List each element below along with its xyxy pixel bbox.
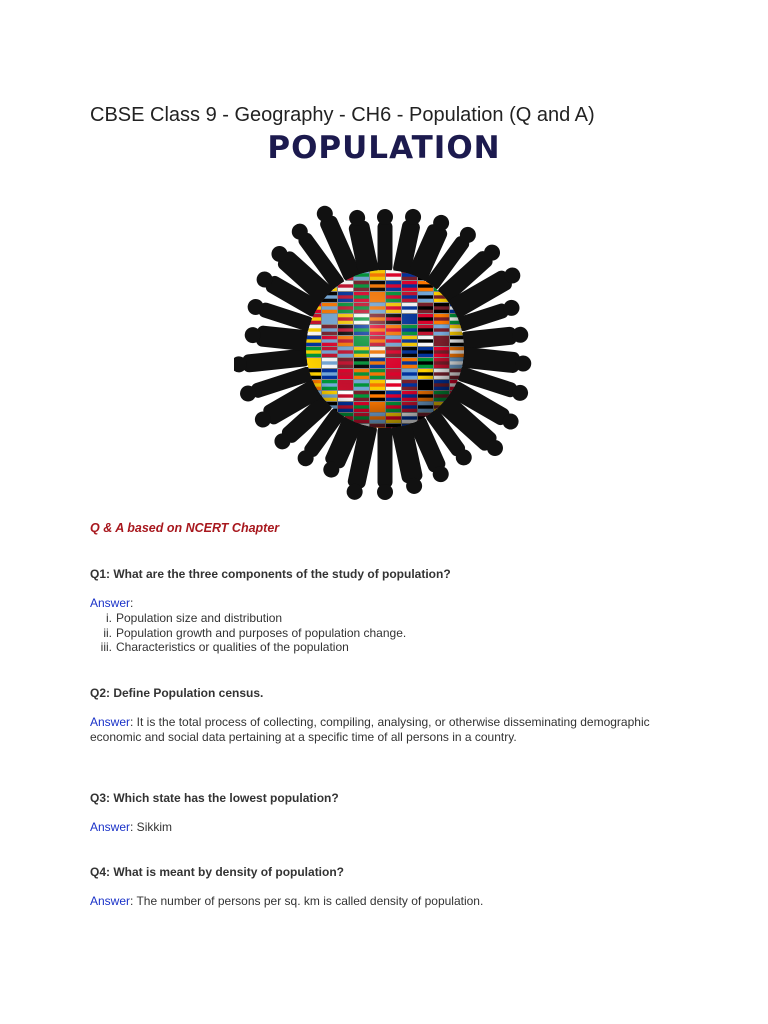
document-title: CBSE Class 9 - Geography - CH6 - Population (Q and A): [90, 104, 595, 126]
answer-text: : It is the total process of collecting, compiling, analysing, or otherwise disseminating demographic economic and social data pertaining at a specific time of all persons in a country.: [90, 715, 650, 744]
list-item: [96, 626, 406, 641]
globe-with-people-silhouettes-icon: [234, 196, 536, 502]
answer-label: Answer: [90, 596, 131, 610]
list-number: i.: [106, 611, 112, 625]
answer-3: [90, 820, 690, 835]
answer-4: [90, 894, 690, 909]
answer-1-list: [96, 611, 406, 655]
page-title: POPULATION: [267, 130, 501, 166]
list-item: [96, 611, 406, 626]
list-text: Population growth and purposes of population change.: [116, 625, 407, 640]
answer-label: Answer: [90, 715, 131, 729]
answer-label: Answer: [90, 820, 131, 834]
answer-2: [90, 715, 690, 745]
person-silhouette: [377, 209, 393, 273]
answer-text: : The number of persons per sq. km is called density of population.: [130, 894, 484, 908]
question-3: Q3: Which state has the lowest population?: [90, 791, 339, 805]
list-text: Population size and distribution: [116, 611, 283, 625]
question-4: Q4: What is meant by density of population?: [90, 865, 345, 879]
list-number: ii.: [103, 625, 112, 640]
list-number: iii.: [100, 640, 112, 655]
question-2: Q2: Define Population census.: [90, 686, 264, 700]
person-silhouette: [377, 425, 393, 500]
section-subheading: Q & A based on NCERT Chapter: [90, 521, 280, 535]
answer-text: : Sikkim: [130, 820, 173, 834]
answer-label: Answer: [90, 894, 131, 908]
answer-1: [90, 596, 690, 611]
question-1: Q1: What are the three components of the study of population?: [90, 567, 451, 581]
list-text: Characteristics or qualities of the population: [116, 640, 349, 655]
list-item: [96, 640, 406, 655]
answer-suffix: :: [130, 596, 134, 610]
